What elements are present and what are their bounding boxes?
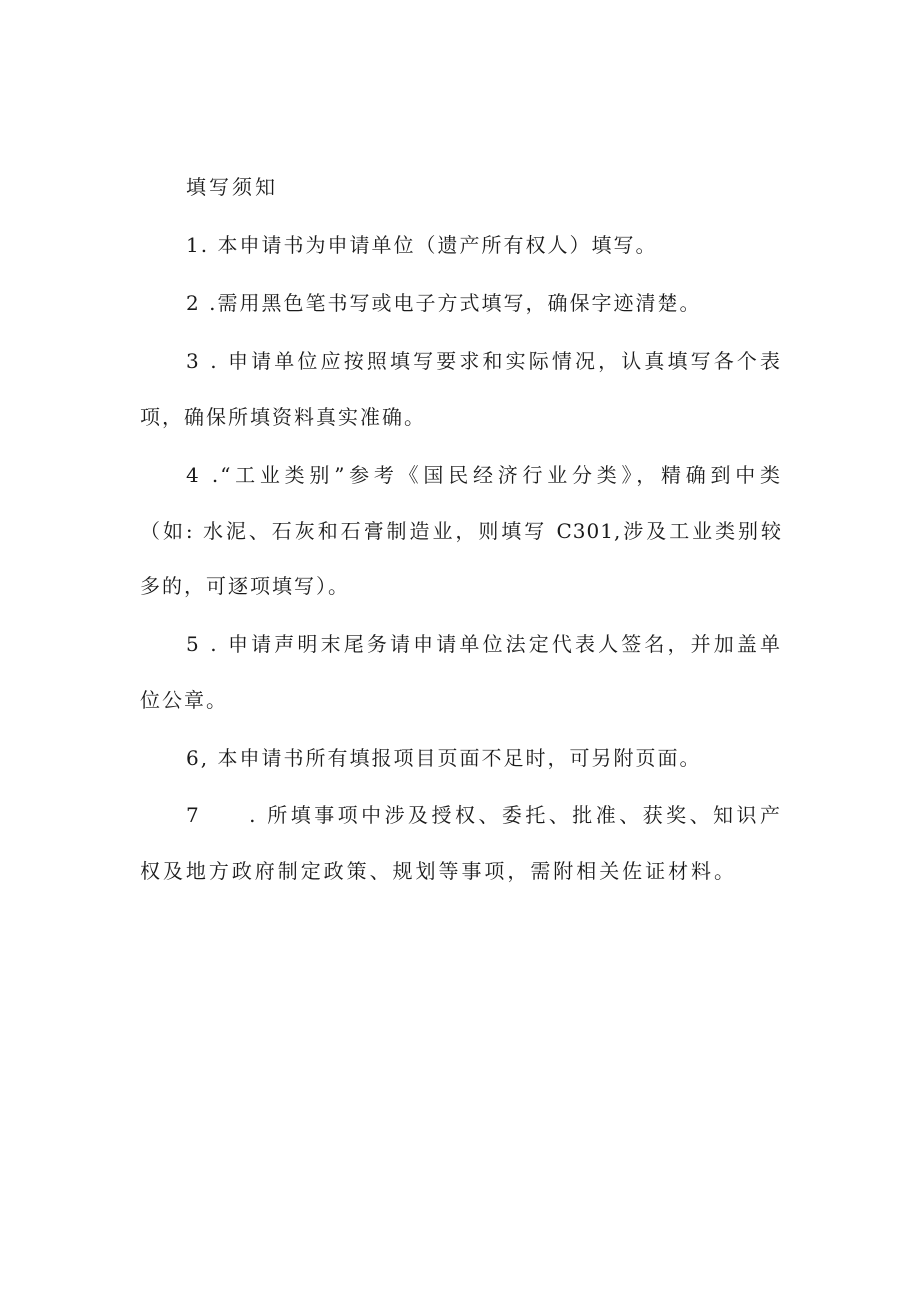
instruction-7-line-1: 7 . 所填事项中涉及授权、委托、批准、获奖、知识产 xyxy=(186,803,782,827)
instruction-5-line-2: 位公章。 xyxy=(140,688,228,712)
instruction-3-line-2: 项，确保所填资料真实准确。 xyxy=(140,405,426,429)
instruction-3-line-1: 3 . 申请单位应按照填写要求和实际情况，认真填写各个表 xyxy=(186,349,782,373)
instruction-1: 1. 本申请书为申请单位（遗产所有权人）填写。 xyxy=(186,233,658,257)
page-title: 填写须知 xyxy=(186,175,278,199)
instruction-6: 6, 本申请书所有填报项目页面不足时，可另附页面。 xyxy=(186,746,702,770)
instruction-4-line-2: （如: 水泥、石灰和石膏制造业，则填写 C301,涉及工业类别较 xyxy=(140,519,782,543)
instruction-2: 2 .需用黑色笔书写或电子方式填写，确保字迹清楚。 xyxy=(186,291,702,315)
instruction-4-line-1: 4 .“工业类别”参考《国民经济行业分类》，精确到中类 xyxy=(186,463,782,487)
instruction-5-line-1: 5 . 申请声明末尾务请申请单位法定代表人签名，并加盖单 xyxy=(186,632,782,656)
instruction-4-line-3: 多的，可逐项填写）。 xyxy=(140,574,350,598)
instruction-7-line-2: 权及地方政府制定政策、规划等事项，需附相关佐证材料。 xyxy=(140,859,736,883)
